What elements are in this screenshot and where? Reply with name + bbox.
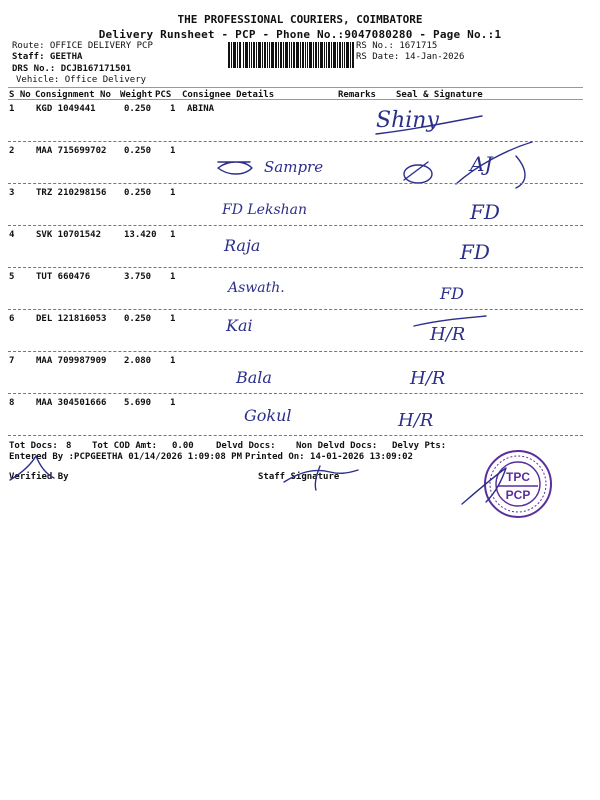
table-header-rule — [8, 99, 583, 100]
col-seal: Seal & Signature — [396, 90, 483, 100]
row-pcs: 1 — [170, 356, 176, 366]
row-divider — [8, 267, 583, 268]
row-consignment: DEL 121816053 — [36, 314, 107, 324]
signature-scribble — [410, 312, 490, 332]
consignee-handwriting: Bala — [236, 368, 272, 387]
delvy-pts-label: Delvy Pts: — [392, 441, 447, 451]
row-pcs: 1 — [170, 146, 176, 156]
row-divider — [8, 183, 583, 184]
row-sno: 5 — [9, 272, 15, 282]
row-consignee: ABINA — [187, 104, 215, 114]
seal-signature: H/R — [430, 324, 466, 345]
drs-number: DRS No.: DCJB167171501 — [12, 64, 132, 74]
consignee-handwriting: Raja — [224, 236, 261, 255]
company-title: THE PROFESSIONAL COURIERS, COIMBATORE — [177, 13, 423, 26]
stamp-top-text: TPC — [506, 470, 530, 484]
col-consignment: Consignment No — [35, 90, 111, 100]
signature-scribble — [398, 150, 438, 190]
staff-signature-scribble — [280, 462, 360, 492]
col-sno: S No — [9, 90, 31, 100]
row-consignment: TUT 660476 — [36, 272, 91, 282]
row-divider — [8, 393, 583, 394]
consignee-handwriting: Sampre — [264, 158, 324, 176]
row-pcs: 1 — [170, 230, 176, 240]
row-consignment: MAA 304501666 — [36, 398, 107, 408]
barcode-image — [228, 42, 354, 68]
seal-signature: H/R — [410, 368, 446, 389]
seal-signature: FD — [440, 284, 464, 303]
verified-by-label: Verified By — [9, 472, 69, 482]
row-sno: 4 — [9, 230, 15, 240]
row-consignment: MAA 715699702 — [36, 146, 107, 156]
row-weight: 5.690 — [124, 398, 152, 408]
seal-signature: FD — [460, 240, 490, 264]
row-consignment: KGD 1049441 — [36, 104, 96, 114]
row-sno: 2 — [9, 146, 15, 156]
row-divider — [8, 435, 583, 436]
stamp-bottom-text: PCP — [505, 488, 531, 502]
row-pcs: 1 — [170, 314, 176, 324]
vehicle-label: Vehicle: Office Delivery — [16, 75, 147, 85]
tot-cod-label: Tot COD Amt: — [92, 441, 158, 451]
route-label: Route: OFFICE DELIVERY PCP — [12, 41, 153, 51]
rs-date: RS Date: 14-Jan-2026 — [356, 52, 465, 62]
seal-signature: FD — [470, 200, 500, 224]
seal-signature: Shiny — [376, 108, 439, 133]
col-weight: Weight — [120, 90, 153, 100]
row-weight: 0.250 — [124, 146, 152, 156]
row-consignment: TRZ 210298156 — [36, 188, 107, 198]
seal-signature: H/R — [398, 410, 434, 431]
row-weight: 0.250 — [124, 188, 152, 198]
col-pcs: PCS — [155, 90, 172, 100]
col-consignee: Consignee Details — [182, 90, 275, 100]
consignee-handwriting: Kai — [226, 316, 253, 335]
row-sno: 8 — [9, 398, 15, 408]
signature-scribble — [446, 136, 536, 196]
tot-docs-label: Tot Docs: — [9, 441, 58, 451]
row-sno: 3 — [9, 188, 15, 198]
row-weight: 3.750 — [124, 272, 152, 282]
row-consignment: SVK 10701542 — [36, 230, 102, 240]
handwritten-scribble — [214, 156, 258, 180]
row-weight: 13.420 — [124, 230, 157, 240]
consignee-handwriting: Aswath. — [228, 280, 285, 296]
staff-signature-label: Staff Signature — [258, 472, 340, 482]
delvd-docs-label: Delvd Docs: — [216, 441, 276, 451]
rs-number: RS No.: 1671715 — [356, 41, 438, 51]
row-divider — [8, 309, 583, 310]
row-divider — [8, 351, 583, 352]
row-weight: 0.250 — [124, 314, 152, 324]
row-sno: 6 — [9, 314, 15, 324]
row-divider — [8, 225, 583, 226]
consignee-handwriting: Gokul — [244, 406, 292, 425]
stamp-signature-scribble — [456, 462, 516, 512]
verified-scribble — [6, 452, 56, 486]
row-pcs: 1 — [170, 398, 176, 408]
tot-cod-value: 0.00 — [172, 441, 194, 451]
printed-on: Printed On: 14-01-2026 13:09:02 — [245, 452, 413, 462]
row-weight: 2.080 — [124, 356, 152, 366]
row-sno: 1 — [9, 104, 15, 114]
non-delvd-docs-label: Non Delvd Docs: — [296, 441, 378, 451]
table-top-rule — [8, 87, 583, 88]
row-pcs: 1 — [170, 188, 176, 198]
consignee-handwriting: FD Lekshan — [222, 202, 308, 218]
staff-label: Staff: GEETHA — [12, 52, 83, 62]
row-consignment: MAA 709987909 — [36, 356, 107, 366]
row-sno: 7 — [9, 356, 15, 366]
entered-by: Entered By :PCPGEETHA 01/14/2026 1:09:08 PM — [9, 452, 242, 462]
row-weight: 0.250 — [124, 104, 152, 114]
col-remarks: Remarks — [338, 90, 376, 100]
seal-signature: AJ — [470, 152, 493, 176]
row-pcs: 1 — [170, 104, 176, 114]
runsheet-subtitle: Delivery Runsheet - PCP - Phone No.:9047080280 - Page No.:1 — [98, 28, 502, 41]
tot-docs-value: 8 — [66, 441, 72, 451]
row-pcs: 1 — [170, 272, 176, 282]
